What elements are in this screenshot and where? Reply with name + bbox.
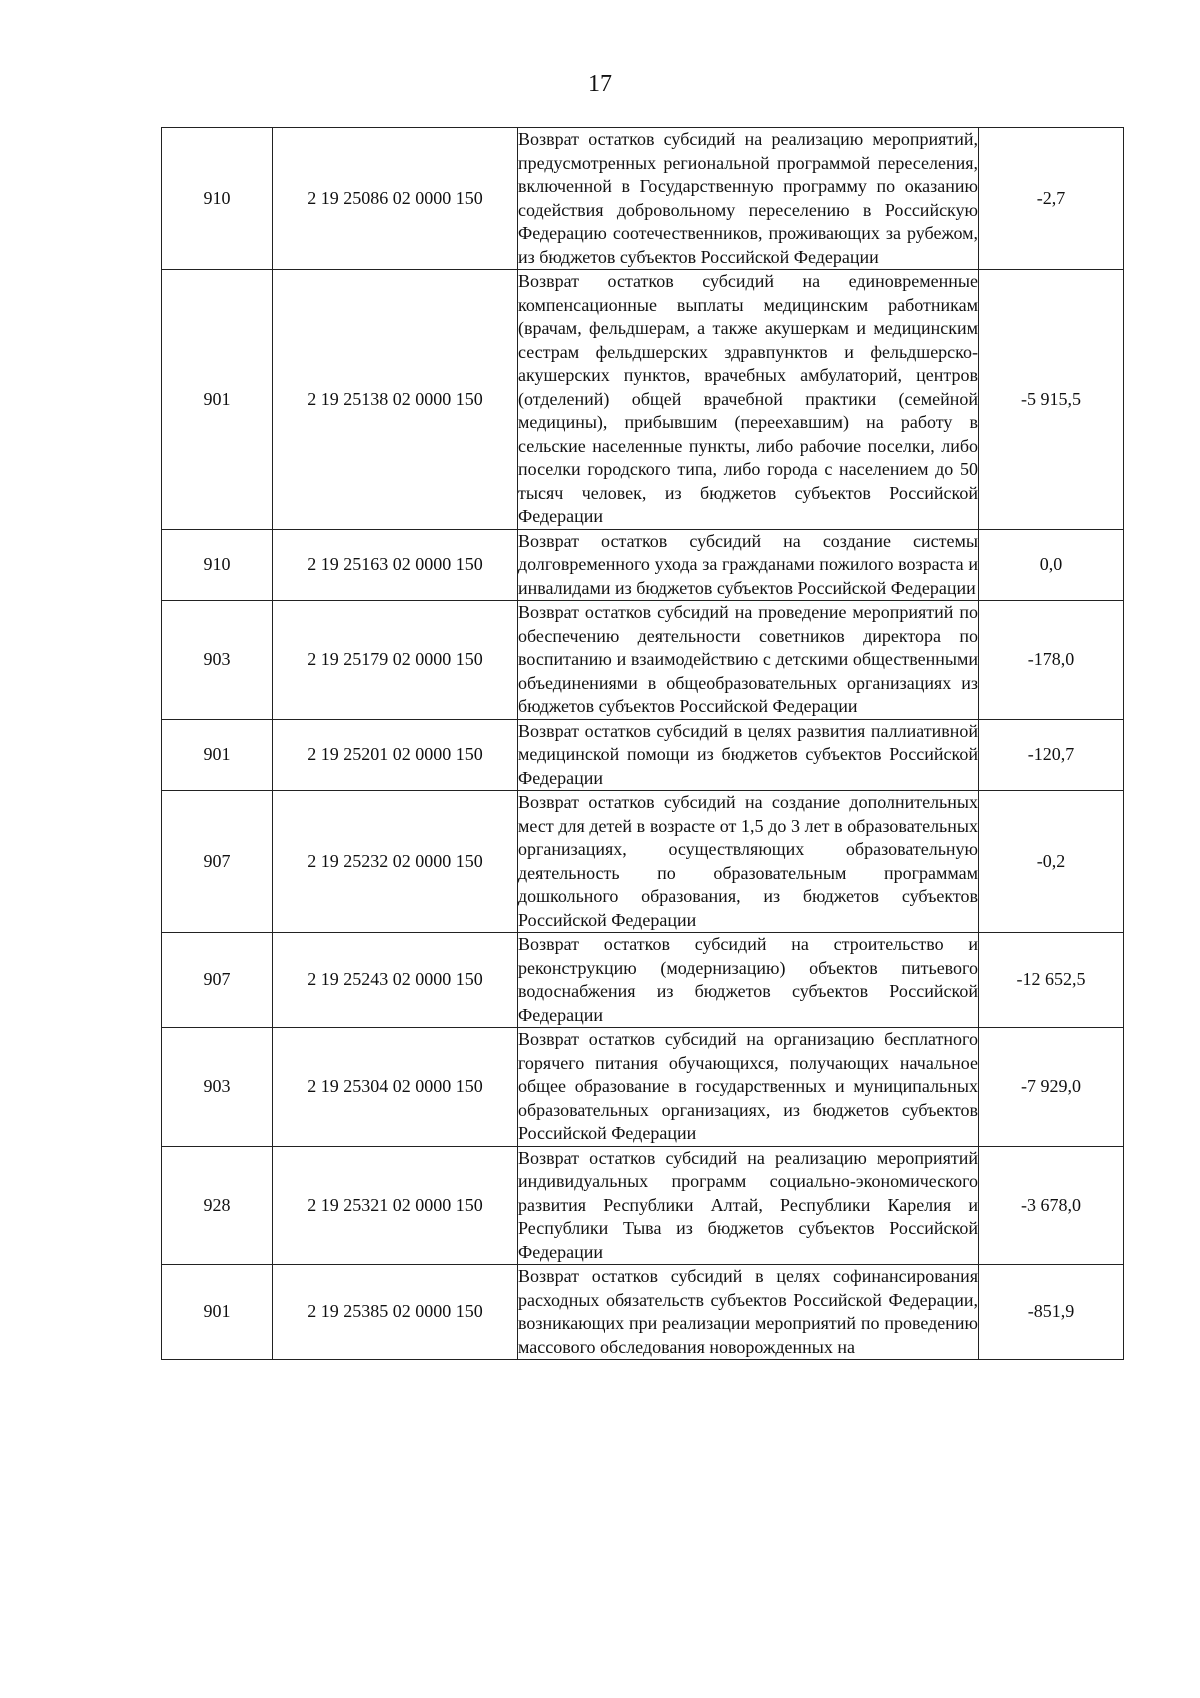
table-row (162, 270, 1124, 530)
budget-code-cell: 2 19 25138 02 0000 150 (273, 270, 518, 530)
admin-code-cell: 910 (162, 128, 273, 270)
description-cell: Возврат остатков субсидий на единовременные компенсационные выплаты медицинским работникам (врачам, фельдшерам, а также акушеркам и медицинским сестрам фельдшерских здравпунктов и фельдшерско-акушерских пунктов, врачебных амбулаторий, центров (отделений) общей врачебной практики (семейной медицины), прибывшим (переехавшим) на работу в сельские населенные пункты, либо рабочие поселки, либо поселки городского типа, либо города с населением до 50 тысяч человек, из бюджетов субъектов Российской Федерации (518, 270, 979, 530)
page-number: 17 (588, 71, 612, 97)
admin-code-cell: 903 (162, 601, 273, 720)
description-cell: Возврат остатков субсидий на проведение мероприятий по обеспечению деятельности советников директора по воспитанию и взаимодействию с детскими общественными объединениями в общеобразовательных организациях из бюджетов субъектов Российской Федерации (518, 601, 979, 720)
admin-code-cell: 928 (162, 1146, 273, 1265)
table-row (162, 791, 1124, 933)
table-row (162, 128, 1124, 270)
amount-cell: -851,9 (979, 1265, 1124, 1360)
admin-code-cell: 903 (162, 1028, 273, 1147)
table-row (162, 719, 1124, 791)
description-cell: Возврат остатков субсидий в целях софинансирования расходных обязательств субъектов Российской Федерации, возникающих при реализации мероприятий по проведению массового обследования новорожденных на (518, 1265, 979, 1360)
budget-code-cell: 2 19 25385 02 0000 150 (273, 1265, 518, 1360)
table-row (162, 1146, 1124, 1265)
amount-cell: -178,0 (979, 601, 1124, 720)
amount-cell: 0,0 (979, 529, 1124, 601)
amount-cell: -120,7 (979, 719, 1124, 791)
description-cell: Возврат остатков субсидий на реализацию мероприятий индивидуальных программ социально-экономического развития Республики Алтай, Республики Карелия и Республики Тыва из бюджетов субъектов Российской Федерации (518, 1146, 979, 1265)
description-cell: Возврат остатков субсидий на реализацию мероприятий, предусмотренных региональной программой переселения, включенной в Государственную программу по оказанию содействия добровольному переселению в Российскую Федерацию соотечественников, проживающих за рубежом, из бюджетов субъектов Российской Федерации (518, 128, 979, 270)
budget-code-cell: 2 19 25243 02 0000 150 (273, 933, 518, 1028)
description-cell: Возврат остатков субсидий в целях развития паллиативной медицинской помощи из бюджетов субъектов Российской Федерации (518, 719, 979, 791)
amount-cell: -3 678,0 (979, 1146, 1124, 1265)
table-row (162, 601, 1124, 720)
admin-code-cell: 907 (162, 791, 273, 933)
budget-code-cell: 2 19 25321 02 0000 150 (273, 1146, 518, 1265)
amount-cell: -0,2 (979, 791, 1124, 933)
budget-code-cell: 2 19 25232 02 0000 150 (273, 791, 518, 933)
description-cell: Возврат остатков субсидий на строительство и реконструкцию (модернизацию) объектов питьевого водоснабжения из бюджетов субъектов Российской Федерации (518, 933, 979, 1028)
table-row (162, 1028, 1124, 1147)
amount-cell: -5 915,5 (979, 270, 1124, 530)
budget-code-cell: 2 19 25086 02 0000 150 (273, 128, 518, 270)
budget-code-cell: 2 19 25201 02 0000 150 (273, 719, 518, 791)
budget-table (161, 127, 1124, 1360)
amount-cell: -2,7 (979, 128, 1124, 270)
admin-code-cell: 910 (162, 529, 273, 601)
table-row (162, 1265, 1124, 1360)
admin-code-cell: 901 (162, 270, 273, 530)
budget-code-cell: 2 19 25179 02 0000 150 (273, 601, 518, 720)
admin-code-cell: 901 (162, 1265, 273, 1360)
table-row (162, 933, 1124, 1028)
table-row (162, 529, 1124, 601)
amount-cell: -7 929,0 (979, 1028, 1124, 1147)
admin-code-cell: 907 (162, 933, 273, 1028)
admin-code-cell: 901 (162, 719, 273, 791)
amount-cell: -12 652,5 (979, 933, 1124, 1028)
description-cell: Возврат остатков субсидий на создание дополнительных мест для детей в возрасте от 1,5 до 3 лет в образовательных организациях, осуществляющих образовательную деятельность по образовательным программам дошкольного образования, из бюджетов субъектов Российской Федерации (518, 791, 979, 933)
budget-code-cell: 2 19 25304 02 0000 150 (273, 1028, 518, 1147)
description-cell: Возврат остатков субсидий на создание системы долговременного ухода за гражданами пожилого возраста и инвалидами из бюджетов субъектов Российской Федерации (518, 529, 979, 601)
description-cell: Возврат остатков субсидий на организацию бесплатного горячего питания обучающихся, получающих начальное общее образование в государственных и муниципальных образовательных организациях, из бюджетов субъектов Российской Федерации (518, 1028, 979, 1147)
budget-code-cell: 2 19 25163 02 0000 150 (273, 529, 518, 601)
